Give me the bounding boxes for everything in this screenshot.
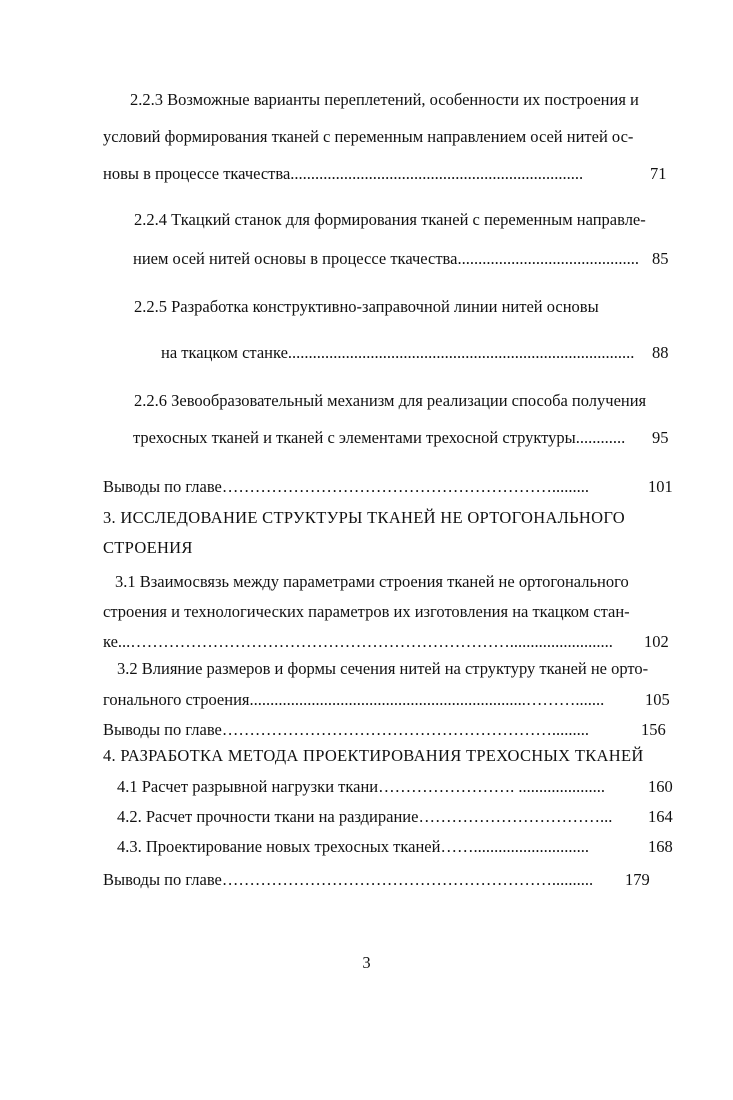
toc-entry-2-2-4-line-2: нием осей нитей основы в процессе ткачества............................................ <box>133 249 639 268</box>
toc-entry-4-3-page: 168 <box>648 837 673 856</box>
toc-entry-3-1-line-2: строения и технологических параметров их изготовления на ткацком стан- <box>103 602 630 621</box>
toc-entry-2-2-5-line-1: 2.2.5 Разработка конструктивно-заправочной линии нитей основы <box>134 297 599 316</box>
toc-entry-2-2-3-line-1: 2.2.3 Возможные варианты переплетений, особенности их построения и <box>130 90 639 109</box>
toc-entry-4-2: 4.2. Расчет прочности ткани на раздирание……………………………... <box>117 807 613 826</box>
toc-entry-3-1-line-1: 3.1 Взаимосвязь между параметрами строения тканей не ортогонального <box>115 572 629 591</box>
toc-entry-4-1-page: 160 <box>648 777 673 796</box>
toc-entry-2-2-4-line-1: 2.2.4 Ткацкий станок для формирования тканей с переменным направле- <box>134 210 646 229</box>
toc-entry-3-2-page: 105 <box>645 690 670 709</box>
toc-entry-2-2-3-page: 71 <box>650 164 667 183</box>
toc-entry-2-2-6-line-1: 2.2.6 Зевообразовательный механизм для реализации способа получения <box>134 391 647 410</box>
toc-entry-2-2-5-page: 88 <box>652 343 669 362</box>
toc-entry-2-2-6-line-2: трехосных тканей и тканей с элементами трехосной структуры............ <box>133 428 626 447</box>
page-number: 3 <box>362 953 371 972</box>
toc-entry-3-2-line-2: гонального строения...................................................................………....... <box>103 690 605 709</box>
toc-entry-3-1-page: 102 <box>644 632 669 651</box>
chapter-4-title: 4. РАЗРАБОТКА МЕТОДА ПРОЕКТИРОВАНИЯ ТРЕХОСНЫХ ТКАНЕЙ <box>103 746 644 765</box>
toc-conclusions-chapter-4-page: 179 <box>625 870 650 889</box>
toc-entry-2-2-5-line-2: на ткацком станке.................................................................................... <box>161 343 635 362</box>
toc-entry-4-2-page: 164 <box>648 807 673 826</box>
toc-conclusions-chapter-3-page: 156 <box>641 720 666 739</box>
chapter-3-title-line-2: СТРОЕНИЯ <box>103 538 193 557</box>
toc-entry-4-3: 4.3. Проектирование новых трехосных тканей……............................ <box>117 837 589 856</box>
toc-conclusions-chapter-2-page: 101 <box>648 477 673 496</box>
toc-entry-3-1-line-3: ке...……………………………………………………………......................... <box>103 632 613 651</box>
toc-entry-4-1: 4.1 Расчет разрывной нагрузки ткани……………………. ..................... <box>117 777 605 796</box>
toc-conclusions-chapter-2: Выводы по главе……………………………………………………......... <box>103 477 589 496</box>
toc-entry-2-2-3-line-3: новы в процессе ткачества....................................................................... <box>103 164 584 183</box>
toc-entry-2-2-4-page: 85 <box>652 249 669 268</box>
chapter-3-title-line-1: 3. ИССЛЕДОВАНИЕ СТРУКТУРЫ ТКАНЕЙ НЕ ОРТОГОНАЛЬНОГО <box>103 508 626 527</box>
toc-entry-2-2-6-page: 95 <box>652 428 669 447</box>
toc-entry-2-2-3-line-2: условий формирования тканей с переменным направлением осей нитей ос- <box>103 127 634 146</box>
toc-conclusions-chapter-3: Выводы по главе……………………………………………………......... <box>103 720 589 739</box>
toc-conclusions-chapter-4: Выводы по главе…………………………………………………….......... <box>103 870 594 889</box>
toc-entry-3-2-line-1: 3.2 Влияние размеров и формы сечения нитей на структуру тканей не орто- <box>117 659 649 678</box>
